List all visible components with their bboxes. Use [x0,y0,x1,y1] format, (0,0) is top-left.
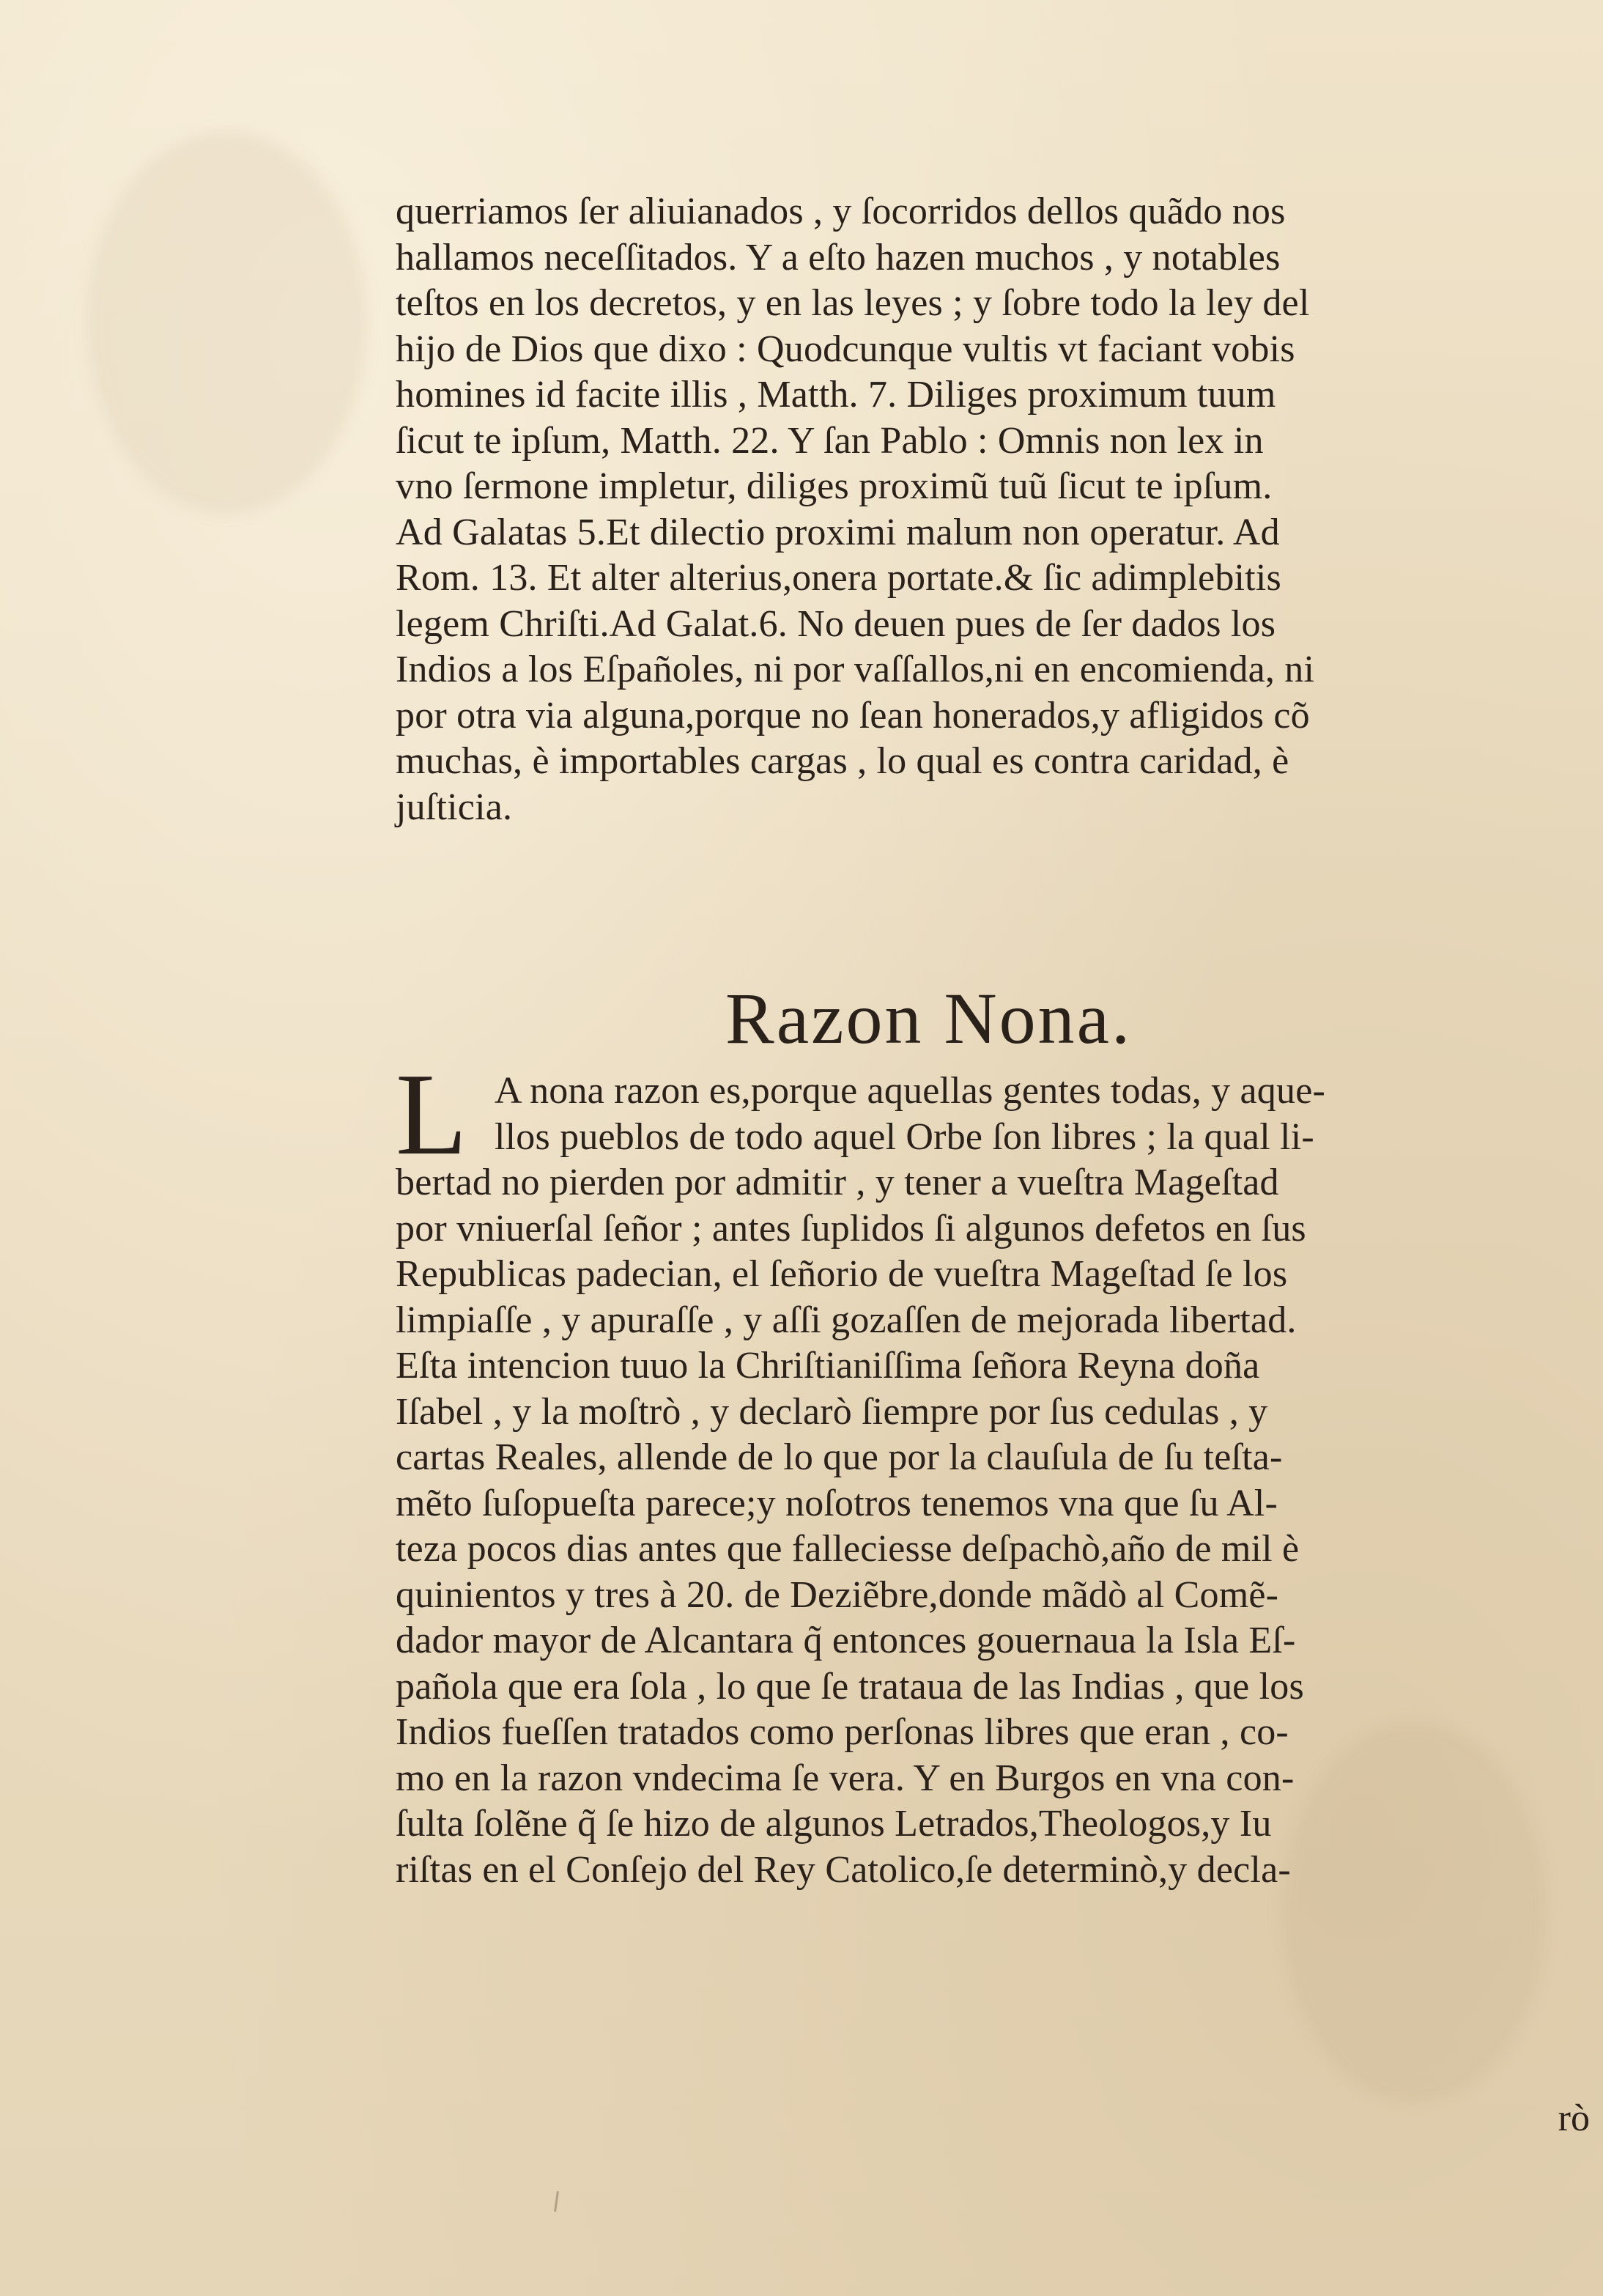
text-line: legem Chriſti.Ad Galat.6. No deuen pues de ſer dados los [396,602,1276,645]
text-line: bertad no pierden por admitir , y tener a vueſtra Mageſtad [396,1162,1279,1203]
text-line: ſulta ſolẽne q̃ ſe hizo de algunos Letrados,Theologos,y Iu [396,1803,1272,1845]
text-line: teſtos en los decretos, y en las leyes ; y ſobre todo la ley del [396,282,1310,324]
text-line: hallamos neceſſitados. Y a eſto hazen muchos , y notables [396,236,1281,278]
text-line: por vniuerſal ſeñor ; antes ſuplidos ſi algunos defetos en ſus [396,1207,1306,1249]
text-line: hijo de Dios que dixo : Quodcunque vultis vt faciant vobis [396,328,1295,370]
ink-mark [554,2191,559,2212]
text-line: muchas, è importables cargas , lo qual es contra caridad, è [396,740,1289,782]
text-line: A nona razon es,porque aquellas gentes todas, y aque- [495,1070,1326,1112]
text-line: llos pueblos de todo aquel Orbe ſon libres ; la qual li- [495,1115,1314,1158]
text-line: Indios a los Eſpañoles, ni por vaſſallos,ni en encomienda, ni [396,649,1315,690]
text-line: mẽto ſuſopueſta parece;y noſotros tenemos vna que ſu Al- [396,1482,1278,1524]
text-line: mo en la razon vndecima ſe vera. Y en Burgos en vna con- [396,1757,1295,1799]
text-line: riſtas en el Conſejo del Rey Catolico,ſe determinò,y decla- [396,1848,1291,1891]
text-line: querriamos ſer aliuianados , y ſocorridos dellos quãdo nos [396,191,1286,232]
body-text-part2 [396,1049,1597,1893]
text-line: limpiaſſe , y apuraſſe , y aſſi gozaſſen de mejorada libertad. [396,1299,1297,1341]
text-line: homines id facite illis , Matth. 7. Diliges proximum tuum [396,374,1276,416]
text-line: ſicut te ipſum, Matth. 22. Y ſan Pablo : Omnis non lex in [396,419,1264,462]
text-line: por otra via alguna,porque no ſean honerados,y afligidos cõ [396,694,1310,737]
text-line: teza pocos dias antes que falleciesse deſpachò,año de mil è [396,1528,1300,1570]
catchword: rò [1558,2097,1590,2139]
paper-stain [88,132,366,513]
text-line: pañola que era ſola , lo que ſe trataua de las Indias , que los [396,1665,1304,1708]
drop-cap: L [396,1049,467,1179]
body-text-part1 [396,189,1597,830]
text-line: juſticia. [396,786,513,828]
text-line: dador mayor de Alcantara q̃ entonces gouernaua la Isla Eſ- [396,1620,1296,1661]
text-line: cartas Reales, allende de lo que por la clauſula de ſu teſta- [396,1436,1283,1478]
section-heading: Razon Nona. [725,978,1133,1059]
text-line: Eſta intencion tuuo la Chriſtianiſſima ſeñora Reyna doña [396,1345,1260,1387]
text-line: Indios fueſſen tratados como perſonas libres que eran , co- [396,1711,1289,1753]
text-line: Ad Galatas 5.Et dilectio proximi malum non operatur. Ad [396,511,1280,553]
text-line: Rom. 13. Et alter alterius,onera portate.& ſic adimplebitis [396,557,1281,599]
text-line: quinientos y tres à 20. de Deziẽbre,donde mãdò al Comẽ- [396,1573,1279,1616]
text-line: Republicas padecian, el ſeñorio de vueſtra Mageſtad ſe los [396,1253,1288,1295]
text-line: vno ſermone impletur, diliges proximũ tuũ ſicut te ipſum. [396,465,1273,507]
text-line: Iſabel , y la moſtrò , y declarò ſiempre por ſus cedulas , y [396,1390,1268,1433]
